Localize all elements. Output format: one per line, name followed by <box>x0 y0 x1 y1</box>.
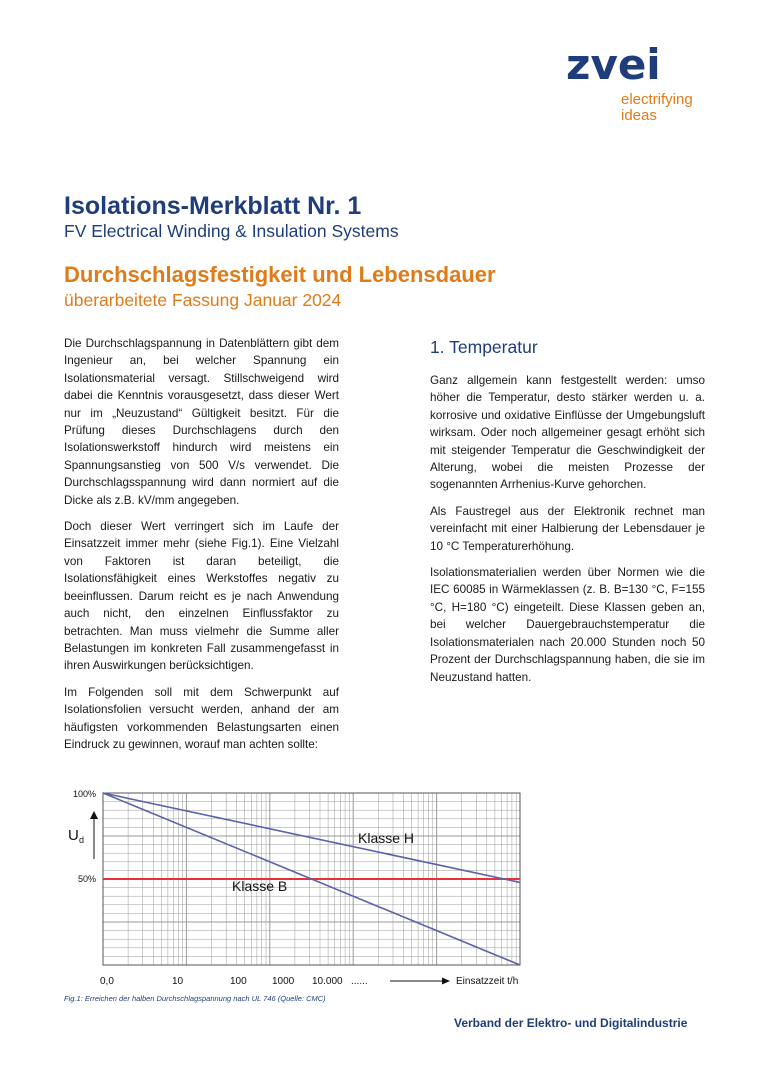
x-axis-arrowhead <box>442 978 450 985</box>
series-line-klasse-h <box>103 793 520 882</box>
section-title: 1. Temperatur <box>430 337 538 357</box>
topic-subheading: überarbeitete Fassung Januar 2024 <box>64 290 342 310</box>
y-tick-label-100: 100% <box>72 789 96 799</box>
y-axis-arrowhead <box>90 811 98 819</box>
right-paragraph-2: Als Faustregel aus der Elektronik rechnet man vereinfacht mit einer Halbierung der Lebensdauer je 10 °C Temperaturerhöhung. <box>430 504 705 553</box>
logo-tagline-1: electrifying <box>621 91 693 108</box>
topic-heading: Durchschlagsfestigkeit und Lebensdauer <box>64 262 496 287</box>
logo-tagline-2: ideas <box>621 107 657 124</box>
left-column <box>64 335 339 762</box>
x-tick-label: 0,0 <box>100 976 114 987</box>
document-title: Isolations-Merkblatt Nr. 1 <box>64 192 362 220</box>
y-axis-label: U <box>68 827 79 844</box>
left-paragraph-1: Die Durchschlagspannung in Datenblättern gibt dem Ingenieur an, bei welcher Spannung ein Isolationsmaterial versagt. Stillschweigend wird dabei die Kenntnis vorausgesetzt, dass dieser Wert nur im „Neuzustand“ Gültigkeit besitzt. Für die Prüfung dieses Durchschlagens durch den Isolationswerkstoff hindurch wird meistens ein Spannungsanstieg von 500 V/s verwendet. Die Durchschlagsspannung wird dann normiert auf die Dicke als z.B. kV/mm angegeben. <box>64 337 339 507</box>
aging-chart <box>60 785 530 993</box>
zvei-logo <box>566 40 693 124</box>
x-axis-label: Einsatzzeit t/h <box>456 976 519 987</box>
x-tick-label: 100 <box>230 976 247 987</box>
right-paragraph-1: Ganz allgemein kann festgestellt werden: umso höher die Temperatur, desto stärker werden u. a. korrosive und oxidative Einflüsse der Umgebungsluft wirksam. Oder noch allgemeiner gesagt erhöht sich mit steigender Temperatur die Geschwindigkeit der Alterung, wobei die meisten Prozesse der sogenannten Arrhenius-Kurve gehorchen. <box>430 374 705 492</box>
document-subtitle: FV Electrical Winding & Insulation Systems <box>64 221 399 241</box>
logo-word: zvei <box>566 40 661 89</box>
x-tick-label: 10 <box>172 976 184 987</box>
footer-organization: Verband der Elektro- und Digitalindustrie <box>454 1016 688 1030</box>
figure-caption: Fig.1: Erreichen der halben Durchschlagspannung nach UL 746 (Quelle: CMC) <box>64 994 326 1003</box>
series-label-klasse-b: Klasse B <box>232 878 288 894</box>
left-paragraph-3: Im Folgenden soll mit dem Schwerpunkt auf Isolationsfolien versucht werden, anhand der am häufigsten vorkommenden Belastungsarten einen Eindruck zu gewinnen, worauf man achten sollte: <box>64 685 339 751</box>
left-paragraph-2: Doch dieser Wert verringert sich im Laufe der Einsatzzeit immer mehr (siehe Fig.1). Eine Vielzahl von Faktoren ist daran beteiligt, die Isolationsfähigkeit eines Werkstoffes negativ zu beeinflussen. Darum reicht es je nach Anwendung auch nicht, den einzelnen Einflussfaktor zu betrachten. Man muss vielmehr die Summe aller Belastungen im konkreten Fall zusammengefasst in ihren Auswirkungen berücksichtigen. <box>64 520 339 673</box>
y-axis-label-subscript: d <box>79 835 85 845</box>
right-column <box>430 372 705 695</box>
x-tick-label: 10.000 <box>312 976 343 987</box>
x-tick-label: 1000 <box>272 976 295 987</box>
x-tick-label: ...... <box>351 976 368 987</box>
right-paragraph-3: Isolationsmaterialien werden über Normen wie die IEC 60085 in Wärmeklassen (z. B. B=130 °C, F=155 °C, H=180 °C) eingeteilt. Diese Klassen geben an, bei welcher Dauergebrauchstemperatur die Isolationsmaterialen nach 20.000 Stunden noch 50 Prozent der Durchschlagspannung haben, die sie im Neuzustand hatten. <box>430 566 705 684</box>
y-tick-label-50: 50% <box>77 874 96 884</box>
series-label-klasse-h: Klasse H <box>358 830 415 846</box>
